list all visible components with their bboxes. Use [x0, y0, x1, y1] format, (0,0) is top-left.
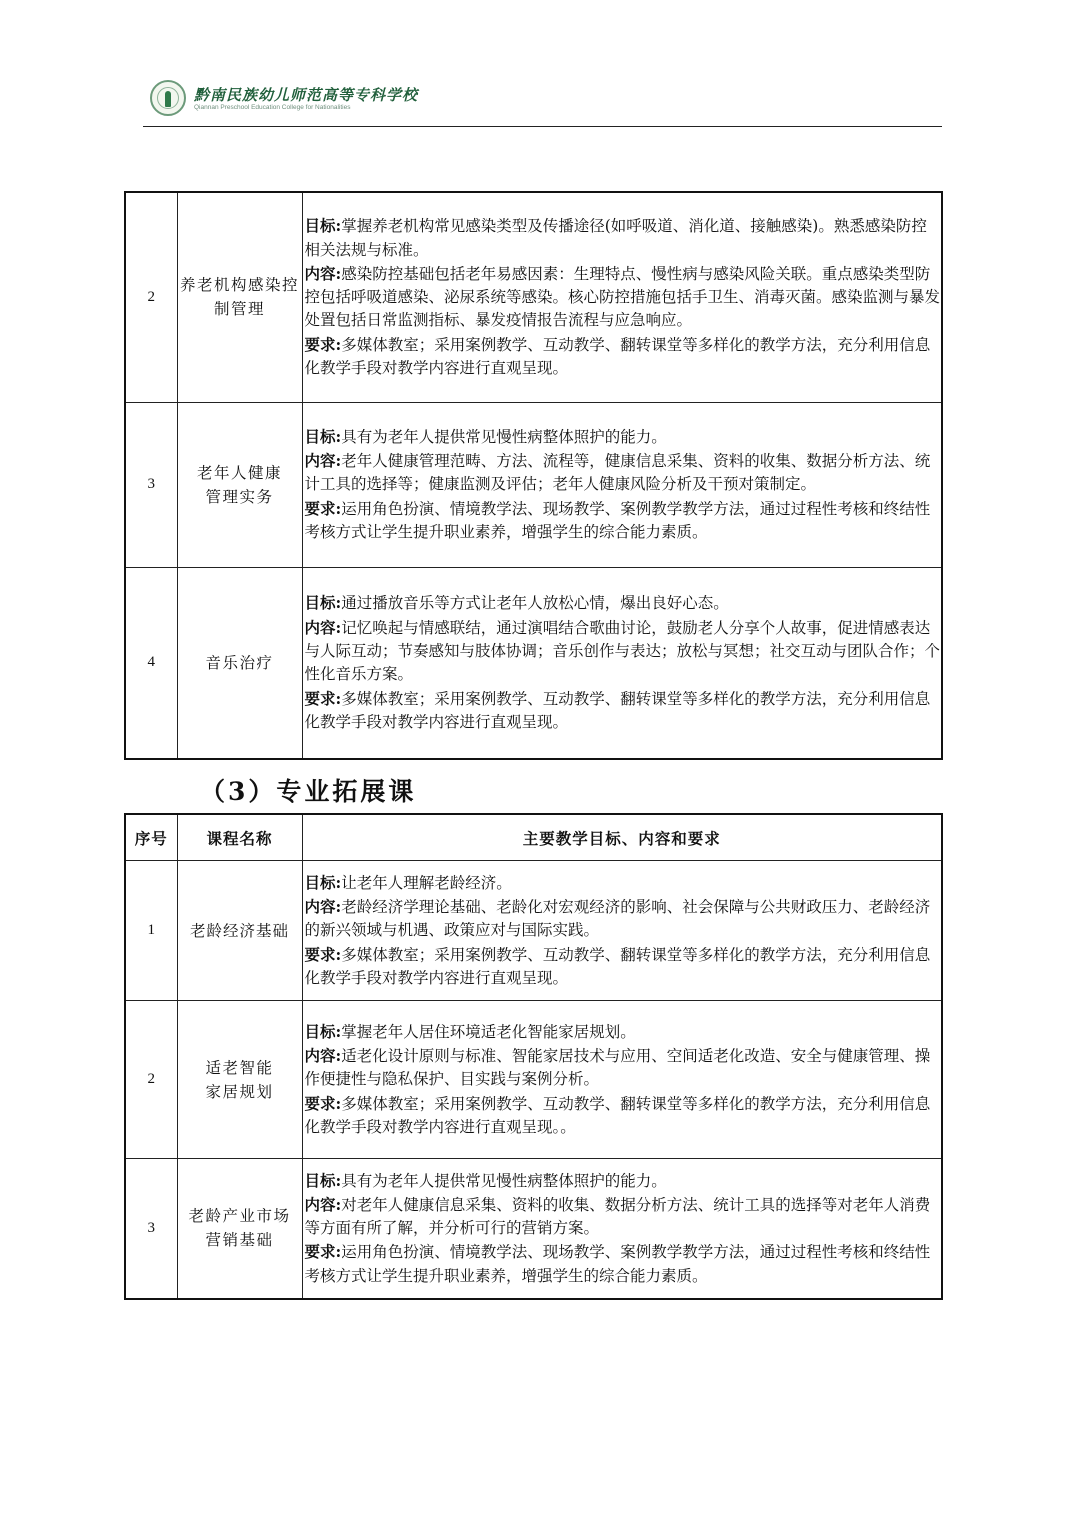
course-description: [302, 1159, 942, 1299]
course-name: 音乐治疗: [177, 567, 302, 759]
course-name: 老龄产业市场营销基础: [177, 1159, 302, 1299]
requirement-label: 要求:: [304, 1093, 342, 1113]
content-label: 内容:: [304, 1194, 342, 1214]
content-label: 内容:: [304, 1046, 342, 1066]
school-name-en: Qiannan Preschool Education College for Nationalities: [194, 104, 351, 111]
course-name: 适老智能家居规划: [177, 1001, 302, 1159]
content-text: 适老化设计原则与标准、智能家居技术与应用、空间适老化改造、安全与健康管理、操作便捷性与隐私保护、目实践与案例分析。: [304, 1047, 931, 1089]
goal-text: 掌握养老机构常见感染类型及传播途径(如呼吸道、消化道、接触感染)。熟悉感染防控相关法规与标准。: [304, 217, 927, 259]
requirement-text: 运用角色扮演、情境教学法、现场教学、案例教学教学方法，通过过程性考核和终结性考核方式让学生提升职业素养，增强学生的综合能力素质。: [304, 1243, 931, 1285]
goal-text: 让老年人理解老龄经济。: [341, 873, 512, 892]
requirement-label: 要求:: [304, 688, 342, 708]
course-table-continued: [124, 191, 943, 760]
course-name: 老龄经济基础: [177, 861, 302, 1001]
column-header-description: 主要教学目标、内容和要求: [302, 814, 942, 861]
goal-label: 目标:: [304, 872, 342, 892]
course-no: 4: [125, 567, 177, 759]
goal-label: 目标:: [304, 1021, 342, 1041]
course-description: [302, 402, 942, 567]
goal-text: 通过播放音乐等方式让老年人放松心情，爆出良好心态。: [341, 594, 729, 613]
table-row: [125, 1001, 942, 1159]
content-label: 内容:: [304, 263, 342, 283]
course-no: 2: [125, 1001, 177, 1159]
course-table-extension: [124, 813, 943, 1300]
content-text: 老年人健康管理范畴、方法、流程等，健康信息采集、资料的收集、数据分析方法、统计工具的选择等；健康监测及评估；老年人健康风险分析及干预对策制定。: [304, 452, 931, 494]
requirement-label: 要求:: [304, 944, 342, 964]
school-name-cn: 黔南民族幼儿师范高等专科学校: [194, 86, 419, 104]
goal-label: 目标:: [304, 426, 342, 446]
table-row: [125, 861, 942, 1001]
requirement-text: 多媒体教室；采用案例教学、互动教学、翻转课堂等多样化的教学方法，充分利用信息化教学手段对教学内容进行直观呈现。: [304, 689, 931, 731]
goal-text: 具有为老年人提供常见慢性病整体照护的能力。: [341, 427, 667, 446]
course-no: 1: [125, 861, 177, 1001]
course-name: 养老机构感染控制管理: [177, 192, 302, 402]
course-description: [302, 1001, 942, 1159]
content-text: 老龄经济学理论基础、老龄化对宏观经济的影响、社会保障与公共财政压力、老龄经济的新兴领域与机遇、政策应对与国际实践。: [304, 898, 931, 940]
requirement-text: 运用角色扮演、情境教学法、现场教学、案例教学教学方法，通过过程性考核和终结性考核方式让学生提升职业素养，增强学生的综合能力素质。: [304, 499, 931, 541]
table-header-row: [125, 814, 942, 861]
table-row: [125, 402, 942, 567]
section-title: （3）专业拓展课: [200, 777, 417, 806]
column-header-name: 课程名称: [177, 814, 302, 861]
course-name: 老年人健康管理实务: [177, 402, 302, 567]
content-text: 感染防控基础包括老年易感因素：生理特点、慢性病与感染风险关联。重点感染类型防控包括呼吸道感染、泌尿系统等感染。核心防控措施包括手卫生、消毒灭菌。感染监测与暴发处置包括日常监测指标、暴发疫情报告流程与应急响应。: [304, 264, 941, 330]
goal-label: 目标:: [304, 1170, 342, 1190]
course-description: [302, 192, 942, 402]
course-description: [302, 861, 942, 1001]
requirement-label: 要求:: [304, 1242, 342, 1262]
content-text: 对老年人健康信息采集、资料的收集、数据分析方法、统计工具的选择等对老年人消费等方面有所了解，并分析可行的营销方案。: [304, 1195, 931, 1238]
table-row: [125, 567, 942, 759]
school-seal-icon: [150, 80, 186, 116]
goal-label: 目标:: [304, 593, 342, 613]
course-no: 2: [125, 192, 177, 402]
table-row: [125, 192, 942, 402]
course-no: 3: [125, 1159, 177, 1299]
requirement-text: 多媒体教室；采用案例教学、互动教学、翻转课堂等多样化的教学方法，充分利用信息化教学手段对教学内容进行直观呈现。。: [304, 1094, 931, 1136]
goal-label: 目标:: [304, 216, 342, 236]
document-header: [148, 78, 948, 126]
requirement-label: 要求:: [304, 498, 342, 518]
content-label: 内容:: [304, 451, 342, 471]
content-label: 内容:: [304, 897, 342, 917]
requirement-text: 多媒体教室；采用案例教学、互动教学、翻转课堂等多样化的教学方法，充分利用信息化教学手段对教学内容进行直观呈现。: [304, 335, 931, 377]
requirement-label: 要求:: [304, 334, 342, 354]
table-row: [125, 1159, 942, 1299]
content-text: 记忆唤起与情感联结，通过演唱结合歌曲讨论，鼓励老人分享个人故事，促进情感表达与人际互动；节奏感知与肢体协调；音乐创作与表达；放松与冥想；社交互动与团队合作；个性化音乐方案。: [304, 618, 941, 684]
goal-text: 具有为老年人提供常见慢性病整体照护的能力。: [341, 1171, 667, 1190]
goal-text: 掌握老年人居住环境适老化智能家居规划。: [341, 1022, 636, 1041]
course-no: 3: [125, 402, 177, 567]
column-header-no: 序号: [125, 814, 177, 861]
requirement-text: 多媒体教室；采用案例教学、互动教学、翻转课堂等多样化的教学方法，充分利用信息化教学手段对教学内容进行直观呈现。: [304, 945, 931, 987]
course-description: [302, 567, 942, 759]
header-divider: [143, 126, 942, 127]
content-label: 内容:: [304, 617, 342, 637]
